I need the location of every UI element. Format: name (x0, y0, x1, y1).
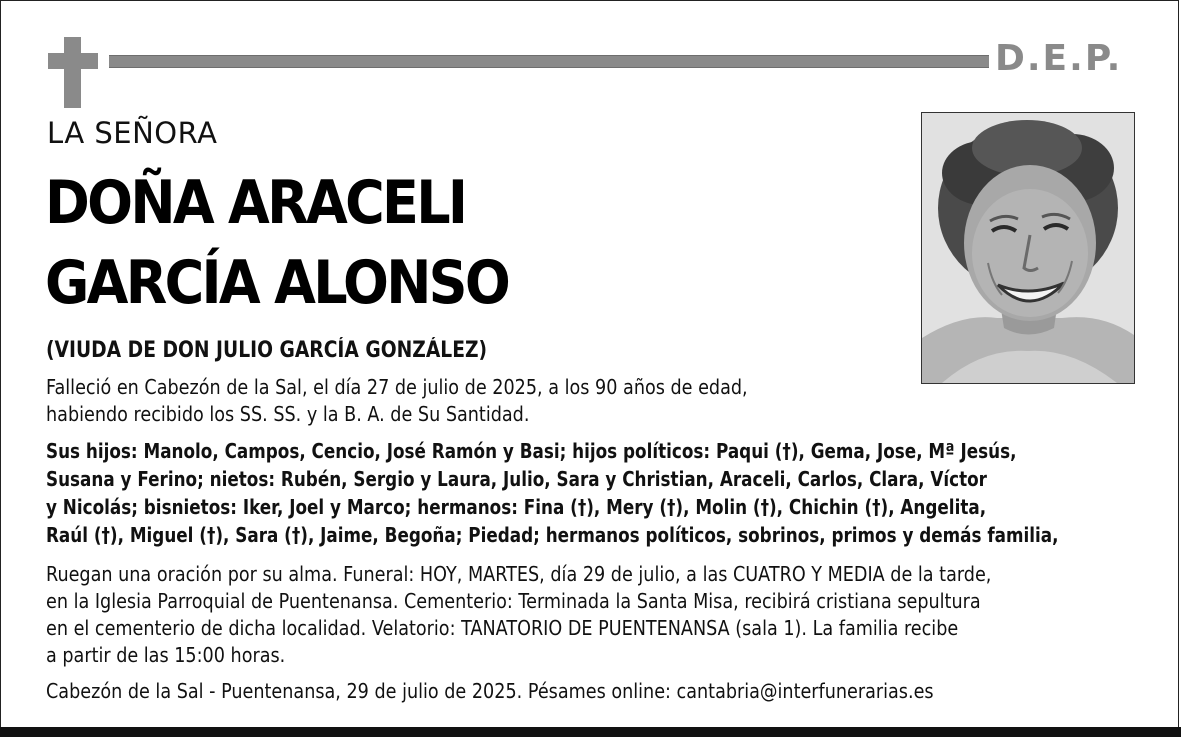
cross-icon-vertical (64, 37, 81, 108)
deceased-name-line2: GARCÍA ALONSO (45, 248, 509, 318)
family-line: Raúl (†), Miguel (†), Sara (†), Jaime, Begoña; Piedad; hermanos políticos, sobrinos, primos y demás familia, (46, 523, 1059, 547)
funeral-details (46, 561, 991, 669)
widow-note: (VIUDA DE DON JULIO GARCÍA GONZÁLEZ) (46, 338, 488, 363)
funeral-line: Ruegan una oración por su alma. Funeral: HOY, MARTES, día 29 de julio, a las CUATRO Y MEDIA de la tarde, (46, 562, 992, 586)
deceased-name-line1: DOÑA ARACELI (45, 168, 466, 238)
portrait-illustration (922, 113, 1134, 383)
family-line: Sus hijos: Manolo, Campos, Cencio, José Ramón y Basi; hijos políticos: Paqui (†), Gema, Jose, Mª Jesús, (46, 439, 1017, 463)
family-line: Susana y Ferino; nietos: Rubén, Sergio y Laura, Julio, Sara y Christian, Araceli, Carlos, Clara, Víctor (46, 467, 987, 491)
funeral-line: en el cementerio de dicha localidad. Velatorio: TANATORIO DE PUENTENANSA (sala 1). La familia recibe (46, 616, 959, 640)
bottom-border-bar (0, 727, 1181, 737)
family-list (46, 437, 1059, 549)
portrait-photo (921, 112, 1135, 384)
cross-icon-horizontal (48, 53, 98, 69)
dep-label: D.E.P. (995, 38, 1123, 79)
death-notice-line: Falleció en Cabezón de la Sal, el día 27 de julio de 2025, a los 90 años de edad, (46, 375, 748, 399)
honorific: LA SEÑORA (47, 116, 218, 150)
footer-location-date: Cabezón de la Sal - Puentenansa, 29 de julio de 2025. Pésames online: cantabria@interfunerarias.es (46, 679, 934, 703)
death-notice-line: habiendo recibido los SS. SS. y la B. A. de Su Santidad. (46, 402, 530, 426)
family-line: y Nicolás; bisnietos: Iker, Joel y Marco; hermanos: Fina (†), Mery (†), Molin (†), Chichin (†), Angelita, (46, 495, 987, 519)
death-notice (46, 374, 748, 428)
header-rule (109, 55, 989, 68)
funeral-line: en la Iglesia Parroquial de Puentenansa. Cementerio: Terminada la Santa Misa, recibirá cristiana sepultura (46, 589, 981, 613)
funeral-line: a partir de las 15:00 horas. (46, 643, 286, 667)
